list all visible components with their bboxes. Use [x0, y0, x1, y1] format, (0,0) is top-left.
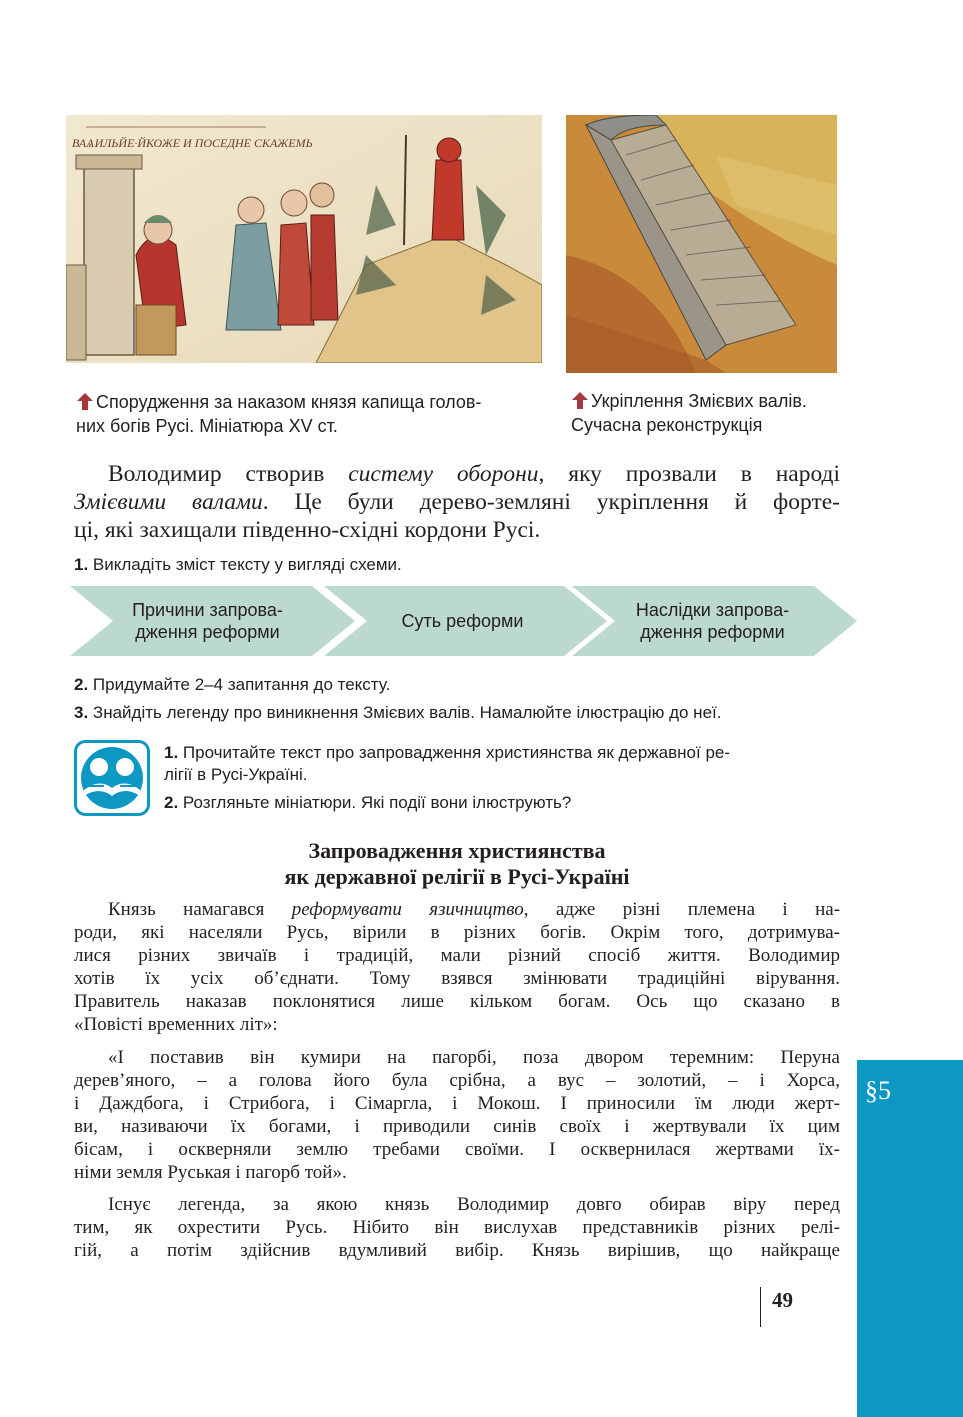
reading-question-2	[164, 792, 571, 814]
intro-emphasis: систему оборони	[348, 461, 539, 487]
two-readers-icon	[74, 740, 150, 816]
scheme-label: Наслідки запрова-	[635, 600, 790, 620]
miniature-inscription: ВАѦИЛЬЙЕ·ЙКОЖЕ И ПОСЕДНЕ СКАЖЕМЬ	[72, 136, 313, 150]
fortification-image	[566, 115, 837, 373]
arrow-up-icon	[571, 392, 589, 409]
scheme-label: Суть реформи	[401, 611, 524, 631]
page-number: 49	[772, 1288, 793, 1312]
question-text: лігії в Русі-Україні.	[164, 765, 308, 784]
section-title-line: Запровадження християнства	[308, 838, 606, 863]
page-number-divider	[760, 1287, 761, 1327]
quote-text: бісам, і оскверняли землю требами своїми. І осквернилася жертвами їх-	[74, 1139, 840, 1160]
body-text: Існує легенда, за якою князь Володимир довго обирав віру перед	[108, 1194, 840, 1215]
left-image-caption	[76, 390, 546, 438]
reform-scheme	[70, 586, 860, 656]
section-side-tab	[857, 1060, 963, 1417]
quote-text: дерев’яного, – а голова його була срібна, а вус – золотий, – і Хорса,	[74, 1070, 840, 1091]
section-heading	[74, 838, 840, 890]
body-text: «Повісті временних літ»:	[74, 1014, 278, 1035]
intro-text: ці, які захищали південно-східні кордони Русі.	[74, 517, 541, 543]
task-number: 1.	[74, 555, 89, 574]
task-text: Знайдіть легенду про виникнення Змієвих валів. Намалюйте ілюстрацію до неї.	[92, 703, 722, 722]
paragraph-reform	[74, 898, 840, 1036]
intro-text: Володимир створив	[108, 461, 349, 487]
task-number: 3.	[74, 703, 89, 722]
scheme-label: Причини запрова-	[132, 600, 283, 620]
paragraph-legend	[74, 1193, 840, 1262]
quote-text: ви, називаючи їх богами, і приводили синів своїх і жертвували їх цим	[74, 1116, 840, 1137]
question-text: Розгляньте мініатюри. Які події вони ілюструють?	[182, 793, 572, 812]
chronicle-quote	[74, 1046, 840, 1184]
fortification-illustration	[566, 115, 837, 373]
right-caption-line2: Сучасна реконструкція	[571, 415, 763, 435]
miniature-illustration	[66, 115, 542, 363]
question-number: 2.	[164, 793, 179, 812]
body-text: Князь намагався	[108, 899, 292, 920]
right-caption-line1: Укріплення Змієвих валів.	[591, 391, 807, 411]
left-caption-line1: Спорудження за наказом князя капища голов-	[96, 392, 482, 412]
body-text: тим, як охрестити Русь. Нібито він вислухав представників різних релі-	[74, 1217, 840, 1238]
intro-paragraph	[74, 460, 840, 544]
scheme-step-consequences	[620, 599, 805, 643]
quote-text: німи земля Руськая і пагорб той».	[74, 1162, 347, 1183]
task-1	[74, 554, 402, 576]
task-2	[74, 674, 390, 696]
section-title-line: як державної релігії в Русі-Україні	[284, 864, 630, 889]
body-text: Правитель наказав поклонятися лише кільком богам. Ось що сказано в	[74, 991, 840, 1012]
section-number: §5	[865, 1076, 891, 1105]
quote-text: «І поставив він кумири на пагорбі, поза двором теремним: Перуна	[108, 1047, 840, 1068]
body-text: лися різних звичаїв і традицій, мали різний спосіб життя. Володимир	[74, 945, 840, 966]
intro-text: , яку прозвали в народі	[538, 461, 841, 487]
body-text: , адже різні племена і на-	[523, 899, 841, 920]
scheme-step-causes	[115, 599, 300, 643]
task-text: Придумайте 2–4 запитання до тексту.	[92, 675, 391, 694]
scheme-label: дження реформи	[640, 622, 785, 642]
task-number: 2.	[74, 675, 89, 694]
task-text: Викладіть зміст тексту у вигляді схеми.	[92, 555, 402, 574]
quote-text: і Даждбога, і Стрибога, і Сімаргла, і Мокош. І приносили їм люди жерт-	[74, 1093, 840, 1114]
scheme-label: дження реформи	[135, 622, 280, 642]
question-number: 1.	[164, 743, 179, 762]
question-text: Прочитайте текст про запровадження християнства як державної ре-	[182, 743, 731, 762]
miniature-image	[66, 115, 542, 363]
body-text: гій, а потім здійснив вдумливий вибір. Князь вирішив, що найкраще	[74, 1240, 840, 1261]
arrow-up-icon	[76, 393, 94, 410]
reading-question-1	[164, 742, 844, 786]
reading-task-icon	[74, 740, 150, 816]
task-3	[74, 702, 721, 724]
intro-emphasis: Змієвими валами	[74, 489, 263, 515]
right-image-caption	[571, 389, 856, 437]
body-emphasis: реформувати язичництво	[291, 899, 524, 920]
left-caption-line2: них богів Русі. Мініатюра XV ст.	[76, 416, 338, 436]
scheme-step-essence	[370, 610, 555, 632]
body-text: хотів їх усіх об’єднати. Тому взявся змінювати традиційні вірування.	[74, 968, 840, 989]
body-text: роди, які населяли Русь, вірили в різних богів. Окрім того, дотримува-	[74, 922, 840, 943]
intro-text: . Це були дерево-земляні укріплення й форте-	[262, 489, 840, 515]
